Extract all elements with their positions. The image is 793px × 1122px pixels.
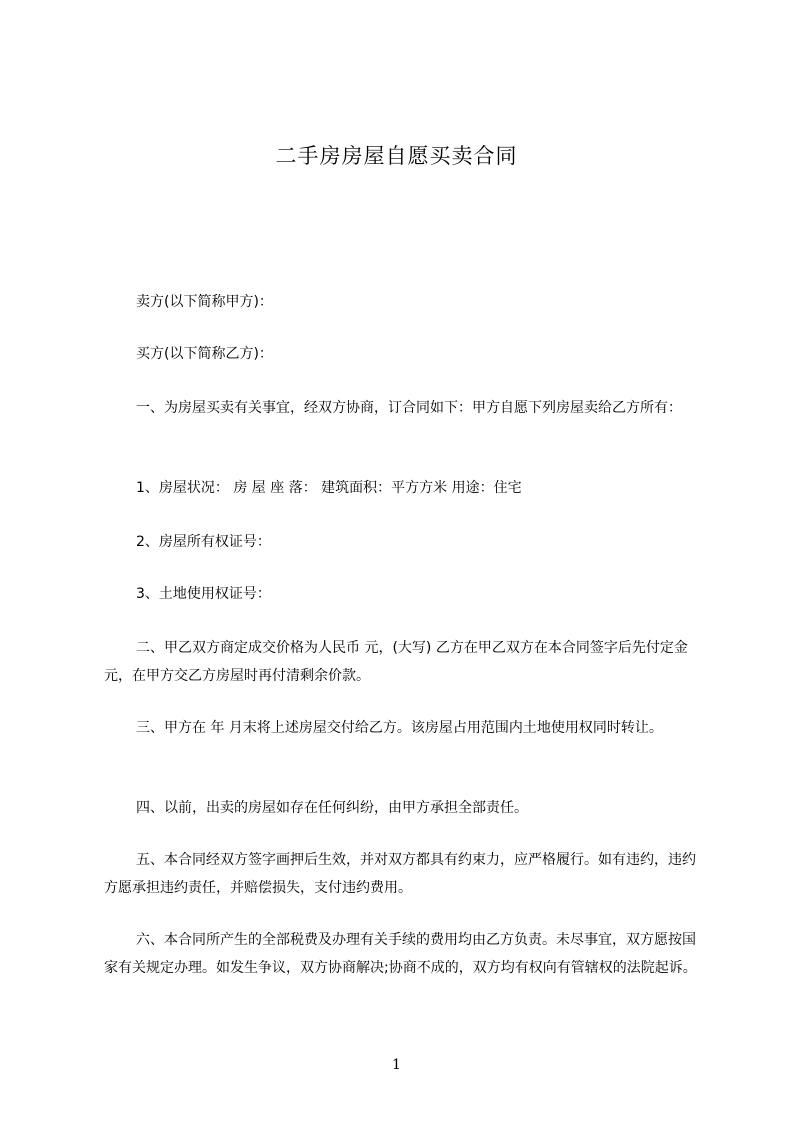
clause-2: 二、甲乙双方商定成交价格为人民币 元，(大写) 乙方在甲乙双方在本合同签字后先付定金 元，在甲方交乙方房屋时再付清剩余价款。 [104,640,688,684]
clause-4: 四、以前，出卖的房屋如存在任何纠纷，由甲方承担全部责任。 [136,800,528,816]
buyer-line: 买方(以下简称乙方)： [136,346,273,362]
document-title: 二手房房屋自愿买卖合同 [275,144,518,168]
clause-5: 五、本合同经双方签字画押后生效，并对双方都具有约束力，应严格履行。如有违约，违约方愿承担违约责任，并赔偿损失，支付违约费用。 [104,852,696,896]
clause-1-item-3: 3、土地使用权证号： [136,586,271,602]
seller-line: 卖方(以下简称甲方)： [136,294,273,310]
clause-1: 一、为房屋买卖有关事宜，经双方协商，订合同如下：甲方自愿下列房屋卖给乙方所有： [136,400,682,416]
clause-1-item-2: 2、房屋所有权证号： [136,534,271,550]
clause-1-item-1: 1、房屋状况： 房 屋 座 落： 建筑面积：平方方米 用途：住宅 [136,480,522,496]
page-number: 1 [392,1057,401,1073]
clause-3: 三、甲方在 年 月末将上述房屋交付给乙方。该房屋占用范围内土地使用权同时转让。 [136,720,663,736]
clause-6: 六、本合同所产生的全部税费及办理有关手续的费用均由乙方负责。未尽事宜，双方愿按国家有关规定办理。如发生争议，双方协商解决;协商不成的，双方均有权向有管辖权的法院起诉。 [104,932,697,976]
